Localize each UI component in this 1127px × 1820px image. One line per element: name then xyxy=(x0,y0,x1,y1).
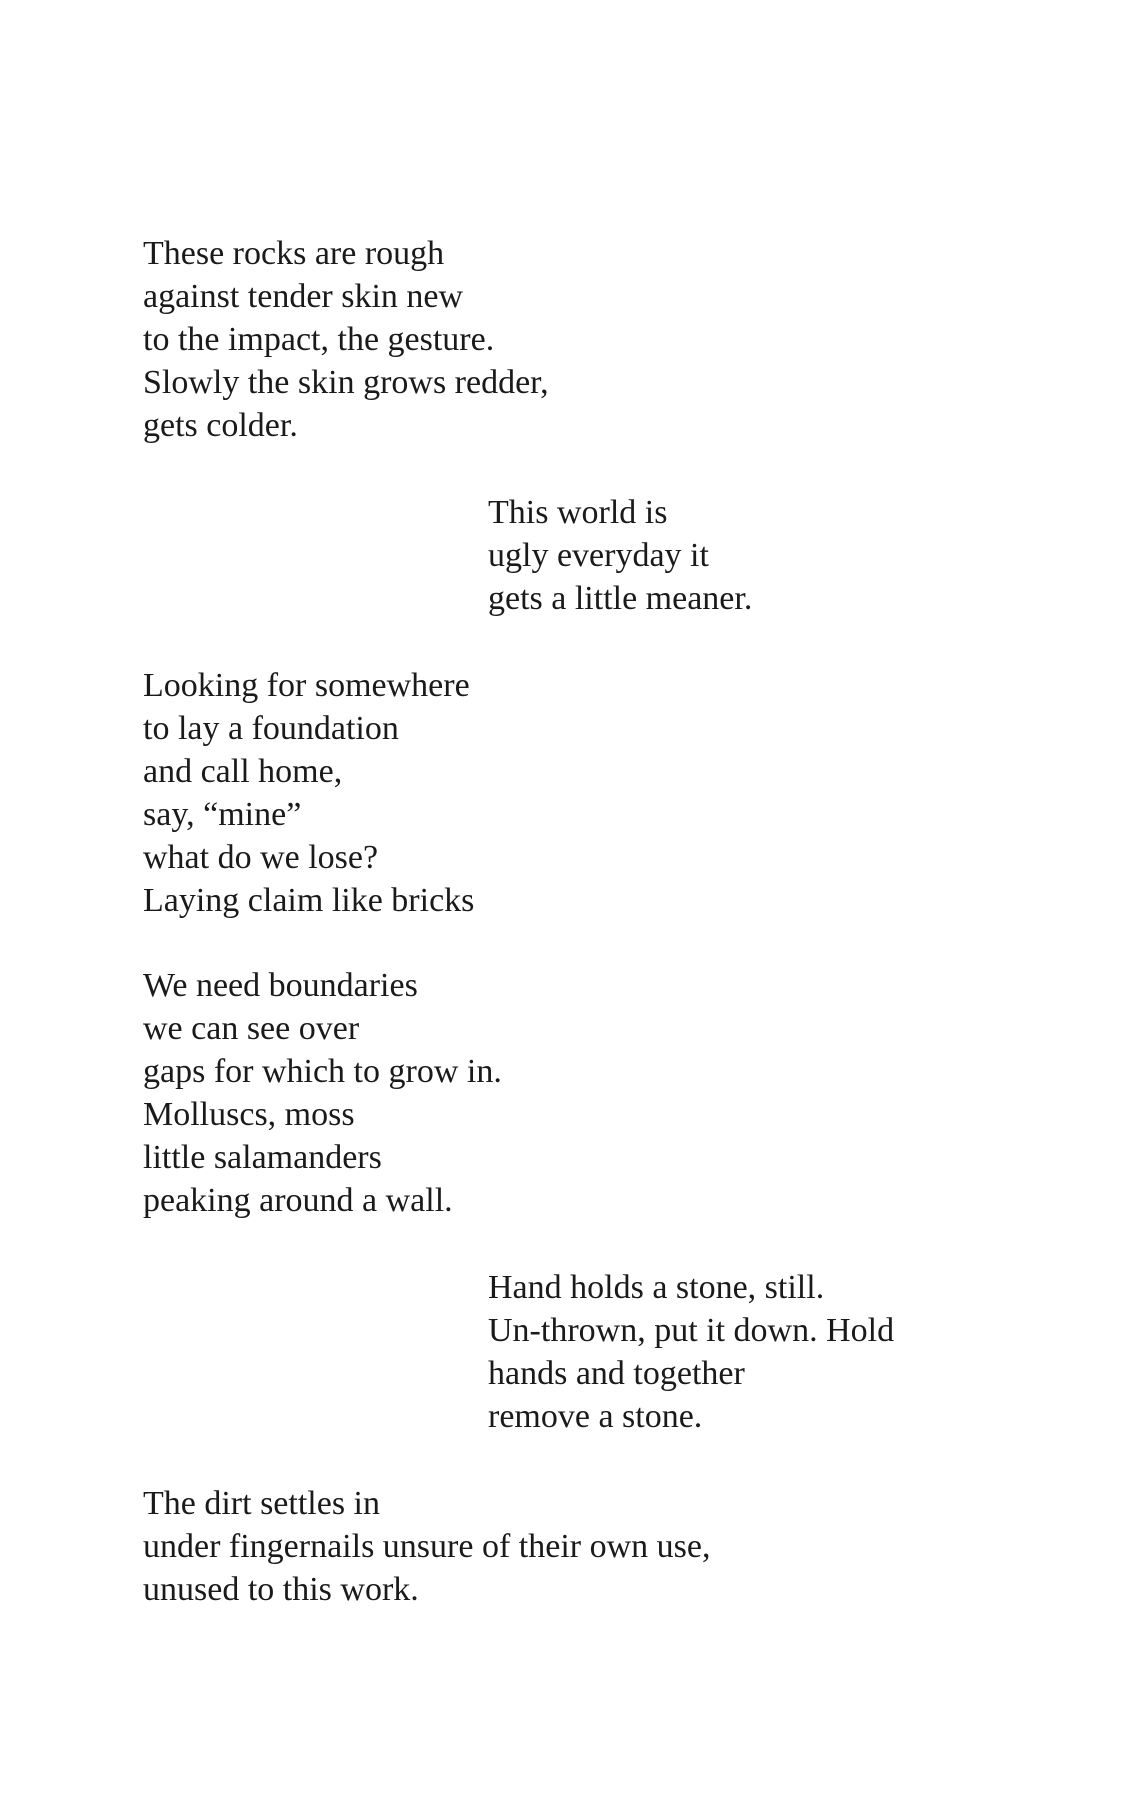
poem-line: Molluscs, moss xyxy=(143,1096,355,1133)
stanza-3 xyxy=(143,664,474,922)
poem-line: Laying claim like bricks xyxy=(143,882,475,919)
poem-line: Un-thrown, put it down. Hold xyxy=(488,1312,895,1349)
poem-line: against tender skin new xyxy=(143,278,464,315)
poem-line: under fingernails unsure of their own use, xyxy=(143,1528,711,1565)
poem-line: peaking around a wall. xyxy=(143,1182,453,1219)
poem-line: hands and together xyxy=(488,1355,745,1392)
poem-line: We need boundaries xyxy=(143,967,418,1004)
poem-line: little salamanders xyxy=(143,1139,382,1176)
poem-line: we can see over xyxy=(143,1010,360,1047)
poem-line: Looking for somewhere xyxy=(143,667,470,704)
poem-line: to the impact, the gesture. xyxy=(143,321,495,358)
poem-line: and call home, xyxy=(143,753,343,790)
poem-line: The dirt settles in xyxy=(143,1485,381,1522)
poem-line: remove a stone. xyxy=(488,1398,703,1435)
stanza-2 xyxy=(488,491,752,620)
poem-line: These rocks are rough xyxy=(143,235,445,272)
stanza-5 xyxy=(488,1266,894,1438)
poem-line: to lay a foundation xyxy=(143,710,399,747)
poem-line: gets a little meaner. xyxy=(488,580,753,617)
stanza-6 xyxy=(143,1482,710,1611)
poem-line: say, “mine” xyxy=(143,796,302,833)
poem-line: Hand holds a stone, still. xyxy=(488,1269,825,1306)
poem-line: This world is xyxy=(488,494,668,531)
poem-line: what do we lose? xyxy=(143,839,379,876)
poem-line: ugly everyday it xyxy=(488,537,709,574)
stanza-4 xyxy=(143,964,502,1222)
poem-line: unused to this work. xyxy=(143,1571,419,1608)
poem-line: Slowly the skin grows redder, xyxy=(143,364,549,401)
poem-line: gets colder. xyxy=(143,407,298,444)
poem-line: gaps for which to grow in. xyxy=(143,1053,502,1090)
stanza-1 xyxy=(143,232,549,447)
